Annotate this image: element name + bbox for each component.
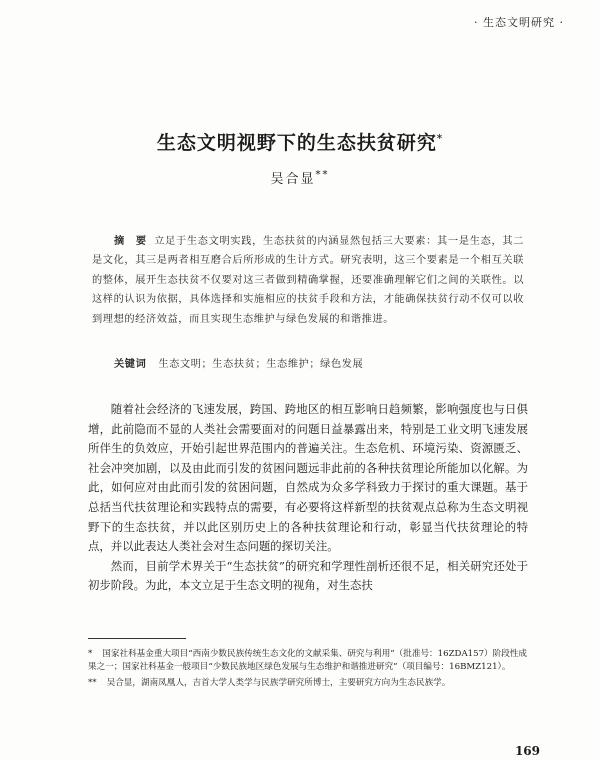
footnote [88, 648, 528, 674]
footnote [88, 677, 528, 690]
body-text [88, 400, 528, 596]
abstract-text: 立足于生态文明实践，生态扶贫的内涵显然包括三大要素：其一是生态，其二是文化，其三是两者相互磨合后所形成的生计方式。研究表明，这三个要素是一个相互关联的整体，展开生态扶贫不仅要对这三者做到精确掌握，还要准确理解它们之间的关联性。以这样的认识为依据，具体选择和实施相应的扶贫手段和方法，才能确保扶贫行动不仅可以收到理想的经济效益，而且实现生态维护与绿色发展的和谐推进。 [92, 236, 524, 325]
footnote-mark: ** [88, 678, 97, 688]
author-name: 吴合显 [270, 172, 316, 187]
footnote-divider [88, 638, 186, 639]
abstract [92, 232, 524, 329]
footnote-text: 国家社科基金重大项目“西南少数民族传统生态文化的文献采集、研究与利用”（批准号：16ZDA157）阶段性成果之一；国家社科基金一般项目“少数民族地区绿色发展与生态维护和谐推进研究”（项目编号：16BMZ121）。 [88, 649, 528, 672]
abstract-label: 摘 要 [114, 235, 151, 247]
author-line [0, 168, 600, 187]
body-paragraph: 随着社会经济的飞速发展，跨国、跨地区的相互影响日趋频繁，影响强度也与日俱增，此前隐而不显的人类社会需要面对的问题日益暴露出来，特别是工业文明飞速发展所伴生的负效应，开始引起世界范围内的普遍关注。生态危机、环境污染、资源匮乏、社会冲突加剧，以及由此而引发的贫困问题远非此前的各种扶贫理论所能加以化解。为此，如何应对由此而引发的贫困问题，自然成为众多学科致力于探讨的重大课题。基于总括当代扶贫理论和实践特点的需要，有必要将这样新型的扶贫观点总称为生态文明视野下的生态扶贫，并以此区别历史上的各种扶贫理论和行动，彰显当代扶贫理论的特点，并以此表达人类社会对生态问题的探切关注。 [88, 402, 528, 554]
author-footnote-mark: ** [315, 169, 330, 181]
footnote-text: 吴合显，湖南凤凰人，吉首大学人类学与民族学研究所博士，主要研究方向为生态民族学。 [106, 678, 451, 688]
title-text: 生态文明视野下的生态扶贫研究 [156, 132, 437, 154]
keywords [114, 355, 524, 370]
running-head: · 生态文明研究 · [474, 16, 564, 29]
article-title [0, 128, 600, 155]
footnote-mark: * [88, 649, 93, 659]
keywords-label: 关键词 [114, 358, 147, 370]
body-paragraph: 然而，目前学术界关于“生态扶贫”的研究和学理性剖析还很不足，相关研究还处于初步阶段。为此，本文立足于生态文明的视角，对生态扶 [88, 558, 528, 593]
keywords-text: 生态文明；生态扶贫；生态维护；绿色发展 [158, 359, 364, 370]
footnotes [88, 648, 528, 693]
title-footnote-mark: * [436, 133, 444, 145]
page-number: 169 [514, 744, 540, 758]
